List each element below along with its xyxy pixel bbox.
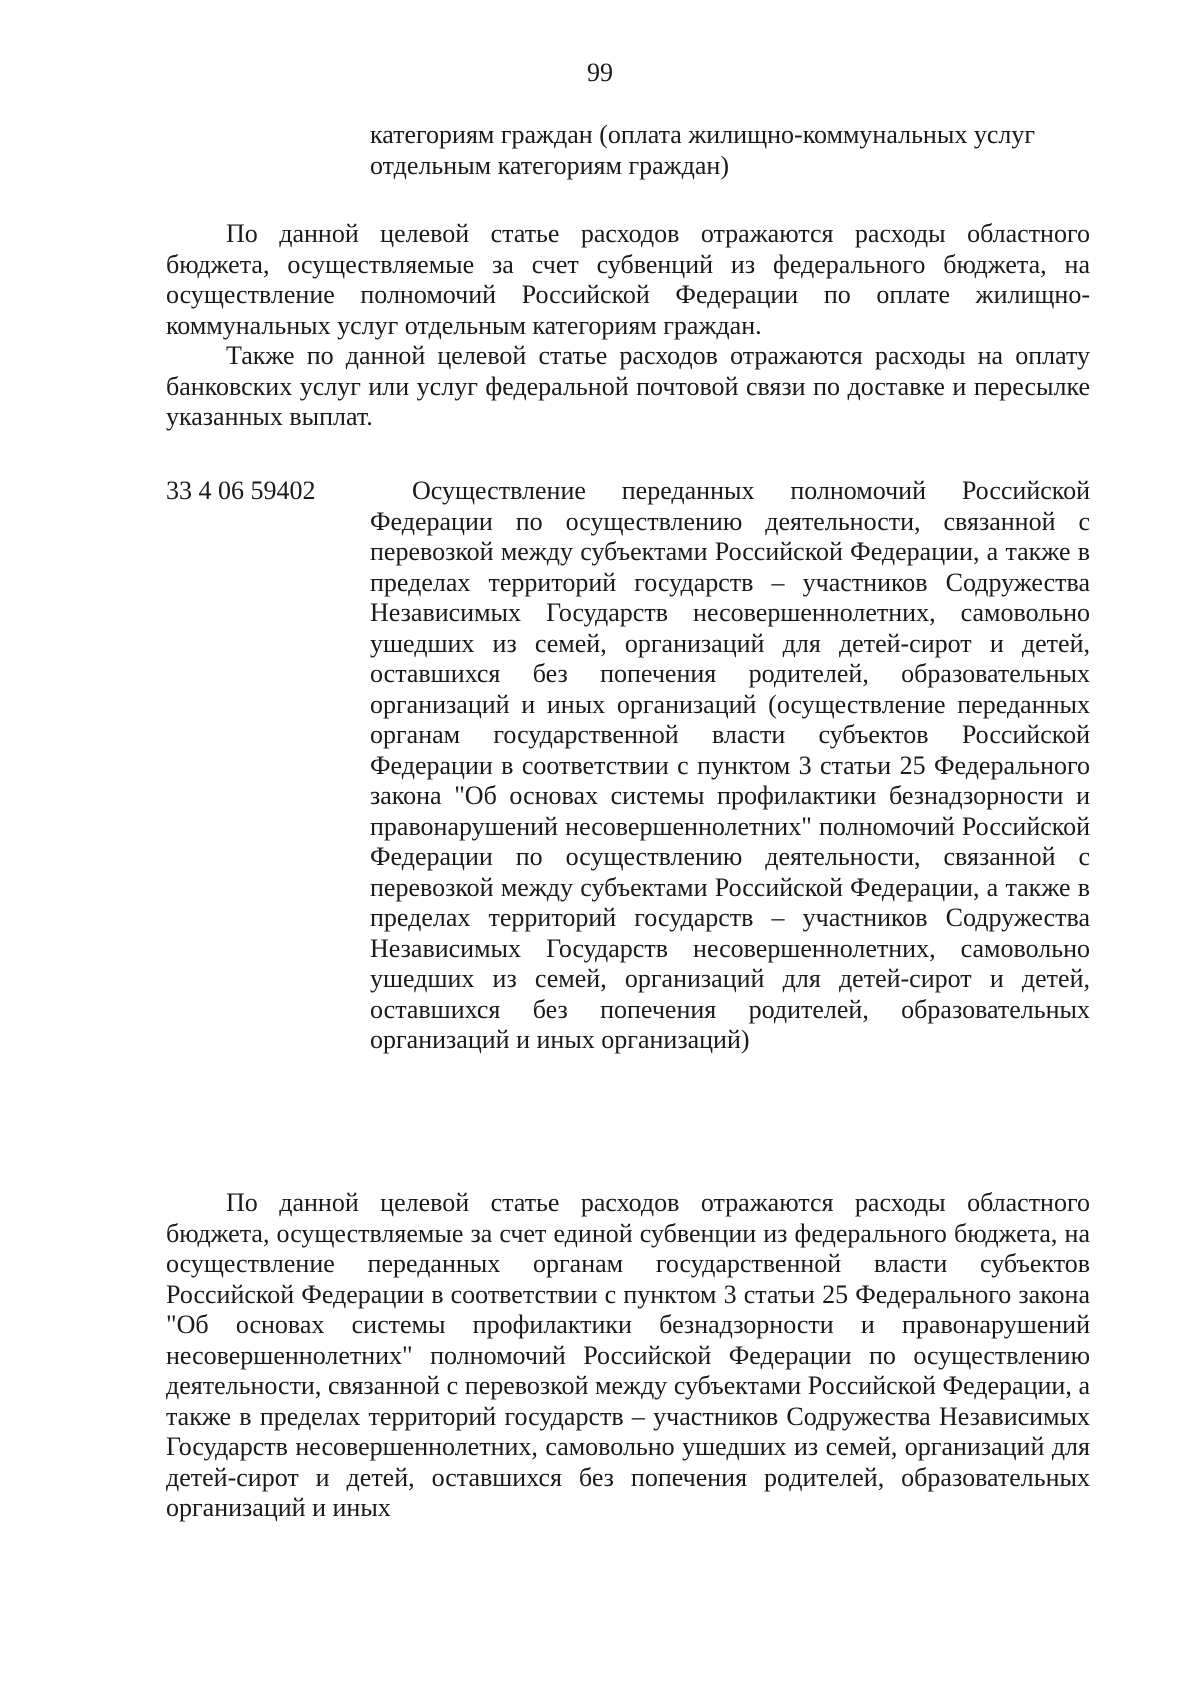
continued-article-heading: категориям граждан (оплата жилищно-коммунальных услуг отдельным категориям граждан) — [370, 120, 1035, 180]
budget-article-title: Осуществление переданных полномочий Российской Федерации по осуществлению деятельности, связанной с перевозкой между субъектами Российской Федерации, а также в пределах территорий государств – участников Содружества Независимых Государств несовершеннолетних, самовольно ушедших из семей, организаций для детей-сирот и детей, оставшихся без попечения родителей, образовательных организаций и иных организаций (осуществление переданных органам государственной власти субъектов Российской Федерации в соответствии с пунктом 3 статьи 25 Федерального закона "Об основах системы профилактики безнадзорности и правонарушений несовершеннолетних" полномочий Российской Федерации по осуществлению деятельности, связанной с перевозкой между субъектами Российской Федерации, а также в пределах территорий государств – участников Содружества Независимых Государств несовершеннолетних, самовольно ушедших из семей, организаций для детей-сирот и детей, оставшихся без попечения родителей, образовательных организаций и иных организаций) — [370, 476, 1090, 1054]
paragraph-expenses-description: По данной целевой статье расходов отражаются расходы областного бюджета, осуществляемые за счет субвенций из федерального бюджета, на осуществление полномочий Российской Федерации по оплате жилищно-коммунальных услуг отдельным категориям граждан. — [166, 219, 1090, 340]
paragraph-unified-subvention: По данной целевой статье расходов отражаются расходы областного бюджета, осуществляемые за счет единой субвенции из федерального бюджета, на осуществление переданных органам государственной власти субъектов Российской Федерации в соответствии с пунктом 3 статьи 25 Федерального закона "Об основах системы профилактики безнадзорности и правонарушений несовершеннолетних" полномочий Российской Федерации по осуществлению деятельности, связанной с перевозкой между субъектами Российской Федерации, а также в пределах территорий государств – участников Содружества Независимых Государств несовершеннолетних, самовольно ушедших из семей, организаций для детей-сирот и детей, оставшихся без попечения родителей, образовательных организаций и иных — [166, 1188, 1090, 1522]
page-number: 99 — [587, 58, 613, 87]
paragraph-bank-services: Также по данной целевой статье расходов отражаются расходы на оплату банковских услуг или услуг федеральной почтовой связи по доставке и пересылке указанных выплат. — [166, 341, 1090, 431]
budget-article-code: 33 4 06 59402 — [166, 476, 316, 505]
